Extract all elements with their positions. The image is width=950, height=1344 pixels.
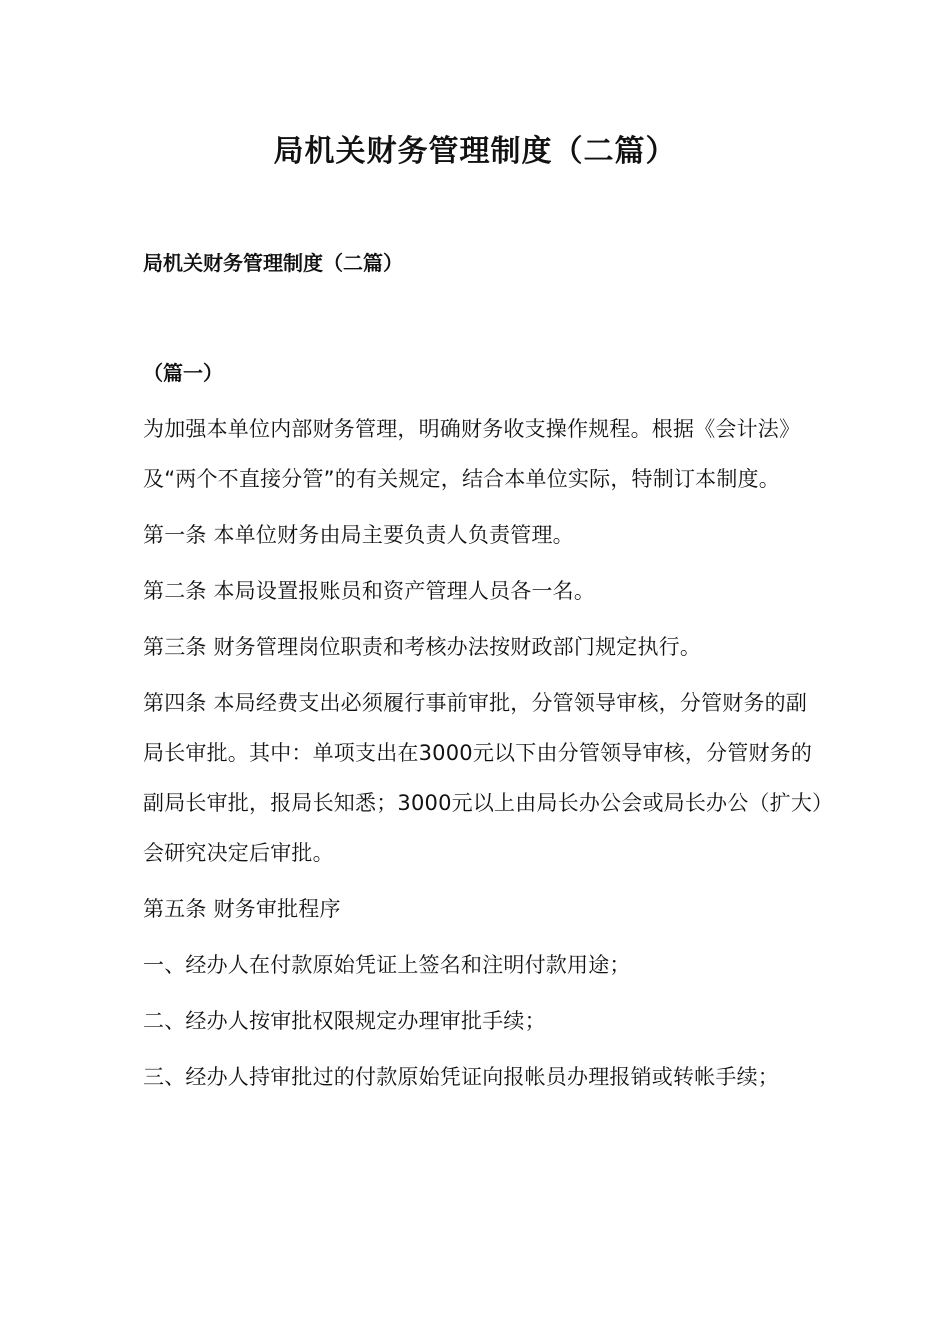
article-2: 第二条 本局设置报账员和资产管理人员各一名。 xyxy=(143,579,596,603)
document-subtitle: 局机关财务管理制度（二篇） xyxy=(143,251,403,275)
article-3: 第三条 财务管理岗位职责和考核办法按财政部门规定执行。 xyxy=(143,635,702,659)
article-5-heading: 第五条 财务审批程序 xyxy=(143,897,341,921)
procedure-step-3: 三、经办人持审批过的付款原始凭证向报帐员办理报销或转帐手续； xyxy=(143,1065,779,1089)
part-label: （篇一） xyxy=(143,361,223,385)
procedure-step-1: 一、经办人在付款原始凭证上签名和注明付款用途； xyxy=(143,953,631,977)
procedure-step-2: 二、经办人按审批权限规定办理审批手续； xyxy=(143,1009,546,1033)
article-4: 第四条 本局经费支出必须履行事前审批，分管领导审核，分管财务的副局长审批。其中：单项支出在3000元以下由分管领导审核，分管财务的副局长审批，报局长知悉；3000元以上由局长办公会或局长办公（扩大）会研究决定后审批。 xyxy=(143,691,823,865)
article-1: 第一条 本单位财务由局主要负责人负责管理。 xyxy=(143,523,574,547)
document-title: 局机关财务管理制度（二篇） xyxy=(273,134,677,169)
intro-paragraph: 为加强本单位内部财务管理，明确财务收支操作规程。根据《会计法》及“两个不直接分管”的有关规定，结合本单位实际，特制订本制度。 xyxy=(143,417,801,491)
document-body xyxy=(143,246,823,1102)
